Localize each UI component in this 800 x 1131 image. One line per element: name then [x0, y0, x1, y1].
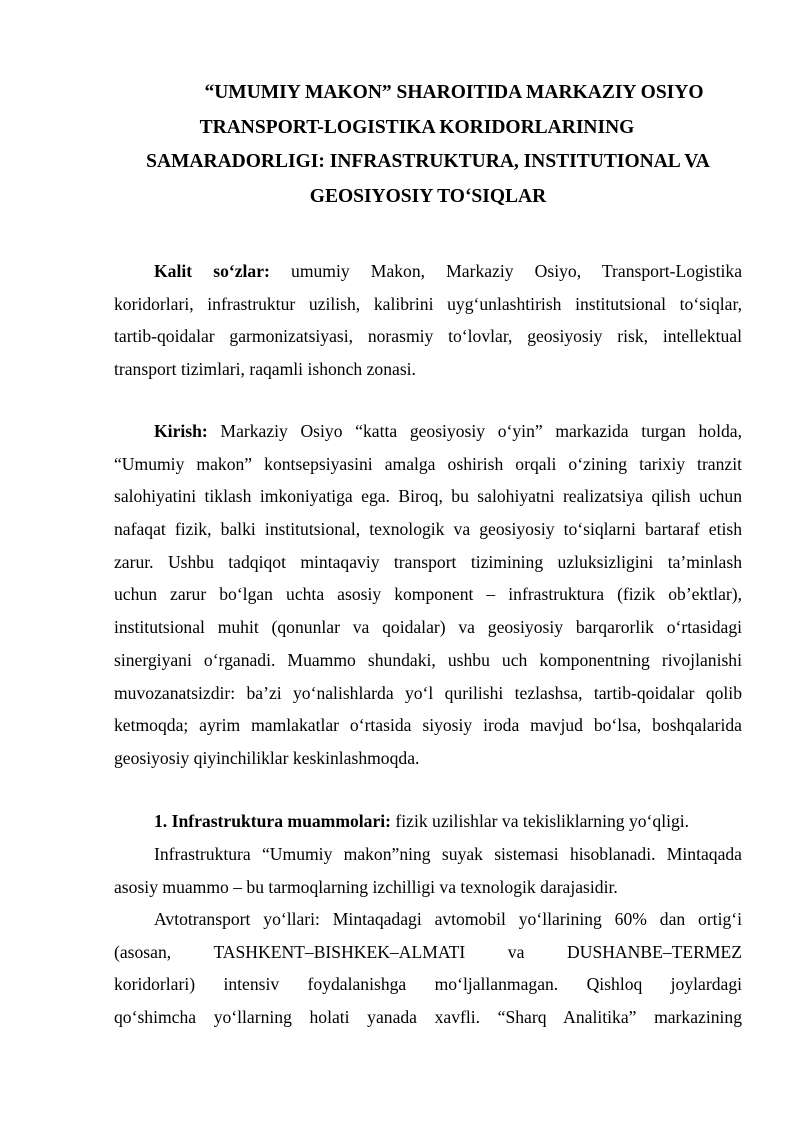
- keywords-text: umumiy Makon, Markaziy Osiyo, Transport-Logistika: [291, 261, 743, 281]
- keywords-line: transport tizimlari, raqamli ishonch zonasi.: [114, 359, 416, 380]
- document-title: [114, 76, 742, 214]
- keywords-paragraph: [114, 255, 742, 386]
- intro-line: muvozanatsizdir: ba’zi yo‘nalishlarda yo‘l qurilishi tezlashsa, tartib-qoidalar qolib: [114, 682, 742, 703]
- intro-line: [114, 415, 742, 448]
- section-heading-line: [114, 805, 742, 838]
- infra-line: Infrastruktura “Umumiy makon”ning suyak sistemasi hisoblanadi. Mintaqada: [154, 844, 742, 864]
- intro-line: geosiyosiy qiyinchiliklar keskinlashmoqda.: [114, 747, 420, 768]
- intro-label: Kirish:: [154, 421, 208, 441]
- roads-line: qo‘shimcha yo‘llarning holati yanada xavfli. “Sharq Analitika” markazining: [114, 1007, 742, 1028]
- infrastructure-paragraph: [114, 838, 742, 903]
- section-1-label: 1. Infrastruktura muammolari:: [154, 811, 392, 831]
- roads-line: koridorlari) intensiv foydalanishga mo‘ljallanmagan. Qishloq joylardagi: [114, 974, 742, 995]
- intro-line: zarur. Ushbu tadqiqot mintaqaviy transport tizimining uzluksizligini ta’minlash: [114, 551, 742, 572]
- keywords-line: koridorlari, infrastruktur uzilish, kalibrini uyg‘unlashtirish institutsional to‘siqlar,: [114, 293, 742, 314]
- section-1-heading: [114, 805, 742, 838]
- title-line-2: TRANSPORT-LOGISTIKA KORIDORLARINING: [199, 116, 635, 138]
- roads-line: (asosan, TASHKENT–BISHKEK–ALMATI va DUSHANBE–TERMEZ: [114, 941, 742, 962]
- intro-line: ketmoqda; ayrim mamlakatlar o‘rtasida siyosiy iroda mavjud bo‘lsa, boshqalarida: [114, 715, 742, 736]
- document-page: [114, 0, 742, 1131]
- title-line-4: GEOSIYOSIY TO‘SIQLAR: [309, 185, 547, 207]
- roads-paragraph: [114, 903, 742, 1034]
- section-1-subtitle: fizik uzilishlar va tekisliklarning yo‘qligi.: [395, 811, 690, 831]
- intro-line: sinergiyani o‘rganadi. Muammo shundaki, ushbu uch komponentning rivojlanishi: [114, 649, 742, 670]
- intro-line: salohiyatini tiklash imkoniyatiga ega. Biroq, bu salohiyatni realizatsiya qilish uchun: [114, 486, 742, 507]
- keywords-line: [114, 255, 742, 288]
- intro-line: “Umumiy makon” kontsepsiyasini amalga oshirish orqali o‘zining tarixiy tranzit: [114, 453, 742, 474]
- infra-line: asosiy muammo – bu tarmoqlarning izchilligi va texnologik darajasidir.: [114, 876, 618, 897]
- roads-line: Avtotransport yo‘llari: Mintaqadagi avtomobil yo‘llarining 60% dan ortig‘i: [154, 909, 742, 929]
- title-line-1: “UMUMIY MAKON” SHAROITIDA MARKAZIY OSIYO: [204, 82, 704, 103]
- keywords-label: Kalit so‘zlar:: [154, 261, 270, 281]
- intro-line: institutsional muhit (qonunlar va qoidalar) va geosiyosiy barqarorlik o‘rtasidagi: [114, 617, 742, 638]
- keywords-line: tartib-qoidalar garmonizatsiyasi, norasmiy to‘lovlar, geosiyosiy risk, intellektual: [114, 326, 742, 347]
- introduction-paragraph: [114, 415, 742, 775]
- title-line-3: SAMARADORLIGI: INFRASTRUKTURA, INSTITUTIONAL VA: [146, 151, 710, 172]
- intro-line: uchun zarur bo‘lgan uchta asosiy komponent – infrastruktura (fizik ob’ektlar),: [114, 584, 742, 605]
- intro-text: Markaziy Osiyo “katta geosiyosiy o‘yin” markazida turgan holda,: [220, 421, 742, 441]
- intro-line: nafaqat fizik, balki institutsional, texnologik va geosiyosiy to‘siqlarni bartaraf etish: [114, 519, 742, 540]
